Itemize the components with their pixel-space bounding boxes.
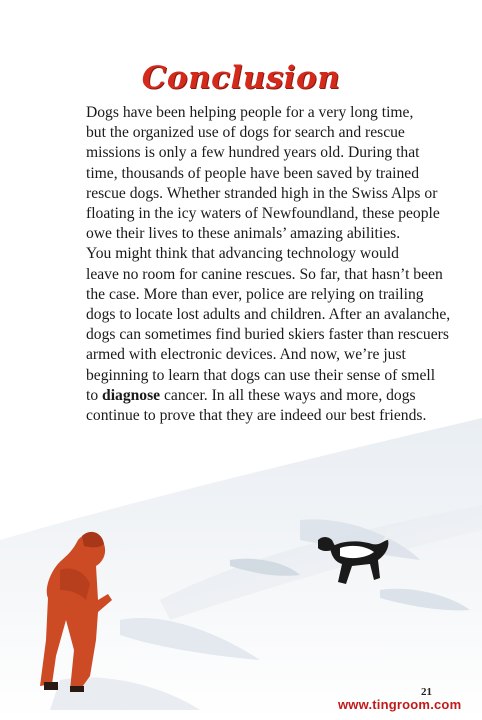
body-text xyxy=(64,103,451,426)
text-line: rescue dogs. Whether stranded high in the Swiss Alps or xyxy=(86,184,438,202)
page-title: Conclusion xyxy=(141,60,341,96)
page-number: 21 xyxy=(421,686,432,698)
text-line: but the organized use of dogs for search and rescue xyxy=(86,124,405,142)
text-line: dogs can sometimes find buried skiers faster than rescuers xyxy=(86,326,449,344)
text-line: time, thousands of people have been saved by trained xyxy=(86,164,419,182)
text-line: continue to prove that they are indeed our best friends. xyxy=(86,407,427,425)
watermark-link[interactable]: www.tingroom.com xyxy=(338,697,462,712)
paragraph xyxy=(64,244,451,426)
text-line: the case. More than ever, police are relying on trailing xyxy=(86,285,424,303)
text-line: Dogs have been helping people for a very long time, xyxy=(86,104,414,121)
text-line: beginning to learn that dogs can use their sense of smell xyxy=(86,366,436,384)
text-fragment: cancer. In all these ways and more, dogs xyxy=(160,386,416,404)
text-line: armed with electronic devices. And now, we’re just xyxy=(86,346,406,364)
text-line: dogs to locate lost adults and children. After an avalanche, xyxy=(86,306,451,324)
text-fragment: to xyxy=(86,386,103,404)
text-line xyxy=(64,386,446,406)
text-line: leave no room for canine rescues. So far, that hasn’t been xyxy=(86,265,443,283)
text-line: floating in the icy waters of Newfoundland, these people xyxy=(86,205,440,223)
text-line: missions is only a few hundred years old. During that xyxy=(86,144,420,162)
text-line: You might think that advancing technology would xyxy=(86,245,399,263)
paragraph xyxy=(64,103,446,244)
text-line: owe their lives to these animals’ amazing abilities. xyxy=(86,225,401,243)
bold-term: diagnose xyxy=(102,386,161,404)
